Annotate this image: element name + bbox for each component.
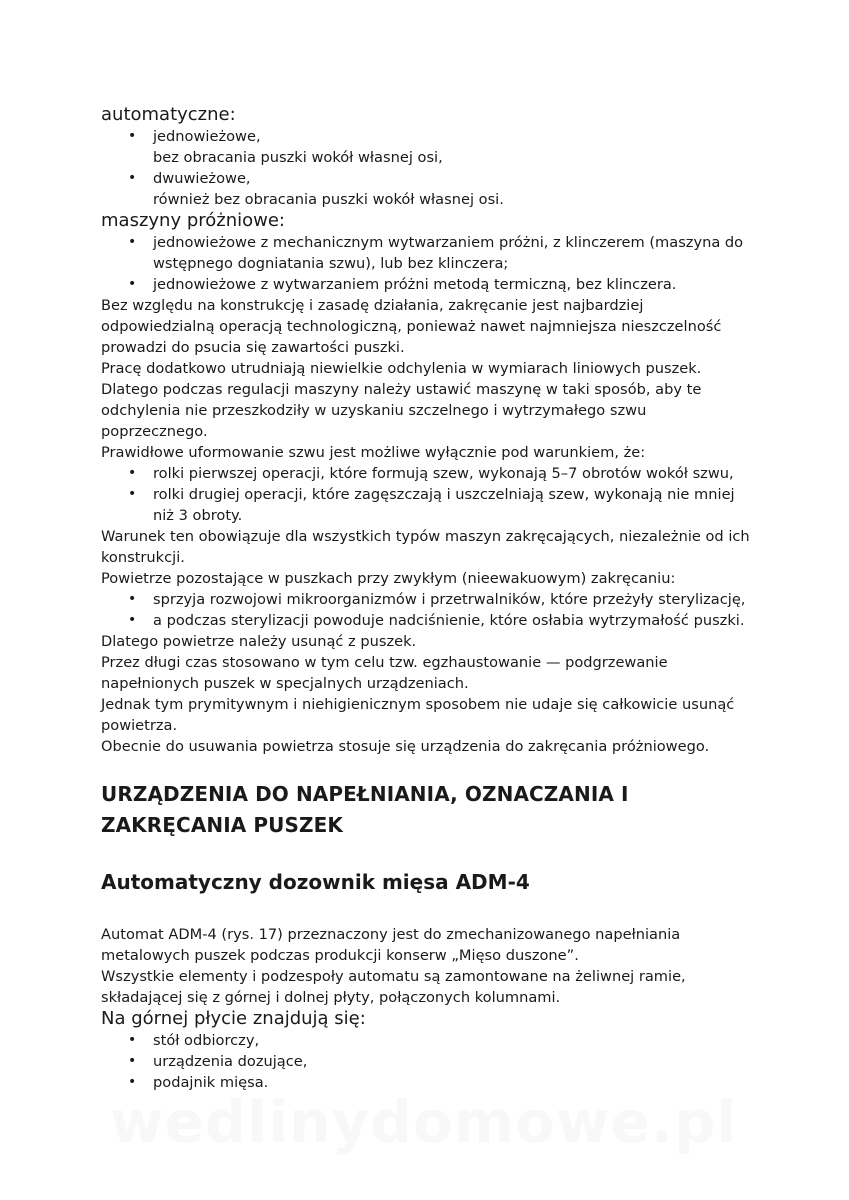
- paragraph: Obecnie do usuwania powietrza stosuje się urządzenia do zakręcania próżniowego.: [101, 738, 710, 755]
- paragraph: Dlatego podczas regulacji maszyny należy ustawić maszynę w taki sposób, aby te odchylenia nie przeszkodziły w uzyskaniu szczelnego i wytrzymałego szwu poprzecznego.: [101, 381, 702, 440]
- list-item-line2: bez obracania puszki wokół własnej osi,: [153, 149, 443, 166]
- label-vacuum-machines: maszyny próżniowe:: [101, 210, 285, 231]
- paragraph: Dlatego powietrze należy usunąć z puszek.: [101, 633, 417, 650]
- list-item: • jednowieżowe z mechanicznym wytwarzaniem próżni, z klinczerem (maszyna do wstępnego dogniatania szwu), lub bez klinczera;: [153, 232, 751, 274]
- label-automatic: automatyczne:: [101, 104, 236, 125]
- paragraph: Warunek ten obowiązuje dla wszystkich typów maszyn zakręcających, niezależnie od ich konstrukcji.: [101, 528, 750, 566]
- paragraph: Przez długi czas stosowano w tym celu tzw. egzhaustowanie — podgrzewanie napełnionych puszek w specjalnych urządzeniach.: [101, 654, 668, 692]
- paragraph: Bez względu na konstrukcję i zasadę działania, zakręcanie jest najbardziej odpowiedzialną operacją technologiczną, ponieważ nawet najmniejsza nieszczelność prowadzi do psucia się zawartości puszki.: [101, 297, 722, 356]
- list-item: • stół odbiorczy,: [153, 1030, 751, 1051]
- list-item: • podajnik mięsa.: [153, 1072, 751, 1093]
- list-item: • urządzenia dozujące,: [153, 1051, 751, 1072]
- paragraph: Powietrze pozostające w puszkach przy zwykłym (nieewakuowym) zakręcaniu:: [101, 570, 676, 587]
- list-item: [153, 126, 751, 168]
- paragraph: Wszystkie elementy i podzespoły automatu są zamontowane na żeliwnej ramie, składającej się z górnej i dolnej płyty, połączonych kolumnami.: [101, 968, 686, 1006]
- label-top-plate: Na górnej płycie znajdują się:: [101, 1008, 366, 1029]
- watermark: wedlinydomowe.pl: [110, 1088, 738, 1156]
- list-item-line1: jednowieżowe,: [153, 128, 261, 145]
- list-item: [153, 168, 751, 210]
- paragraph: Automat ADM-4 (rys. 17) przeznaczony jest do zmechanizowanego napełniania metalowych puszek podczas produkcji konserw „Mięso duszone”.: [101, 926, 681, 964]
- conditions-list: [101, 463, 751, 526]
- list-item: • sprzyja rozwojowi mikroorganizmów i przetrwalników, które przeżyły sterylizację,: [153, 589, 751, 610]
- document-body: [101, 104, 751, 1093]
- top-plate-list: [101, 1030, 751, 1093]
- vacuum-list: [101, 232, 751, 295]
- subsection-heading: Automatyczny dozownik mięsa ADM-4: [101, 870, 530, 894]
- paragraph: Prawidłowe uformowanie szwu jest możliwe wyłącznie pod warunkiem, że:: [101, 444, 646, 461]
- list-item: • a podczas sterylizacji powoduje nadciśnienie, które osłabia wytrzymałość puszki.: [153, 610, 751, 631]
- automatic-list: [101, 126, 751, 210]
- air-effects-list: [101, 589, 751, 631]
- list-item-line2: również bez obracania puszki wokół własnej osi.: [153, 191, 504, 208]
- list-item: • jednowieżowe z wytwarzaniem próżni metodą termiczną, bez klinczera.: [153, 274, 751, 295]
- list-item: • rolki pierwszej operacji, które formują szew, wykonają 5–7 obrotów wokół szwu,: [153, 463, 751, 484]
- list-item-line1: dwuwieżowe,: [153, 170, 251, 187]
- paragraph: Pracę dodatkowo utrudniają niewielkie odchylenia w wymiarach liniowych puszek.: [101, 360, 702, 377]
- section-heading: URZĄDZENIA DO NAPEŁNIANIA, OZNACZANIA I ZAKRĘCANIA PUSZEK: [101, 782, 629, 837]
- paragraph: Jednak tym prymitywnym i niehigienicznym sposobem nie udaje się całkowicie usunąć powietrza.: [101, 696, 735, 734]
- list-item: • rolki drugiej operacji, które zagęszczają i uszczelniają szew, wykonają nie mniej niż 3 obroty.: [153, 484, 751, 526]
